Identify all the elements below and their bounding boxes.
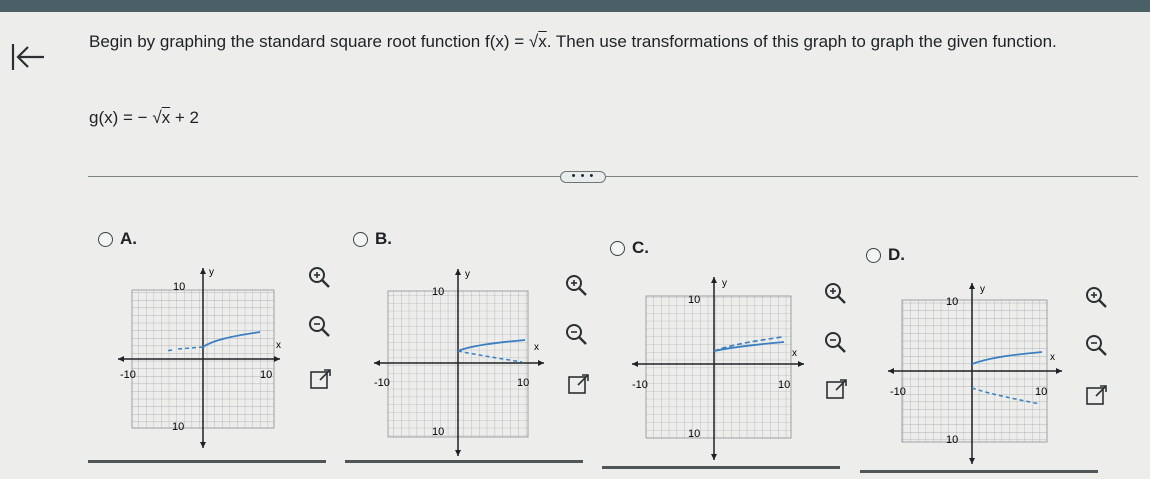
choice-d-label: D. [888, 245, 905, 264]
zoom-in-icon[interactable] [822, 280, 848, 306]
graph-b-xright: 10 [517, 377, 530, 389]
choice-c-underline [602, 466, 840, 469]
graph-a-xleft: -10 [120, 369, 136, 381]
graph-c-ylabel: y [722, 278, 727, 289]
choice-c[interactable] [610, 238, 649, 258]
gx-prefix: g(x) = − [89, 108, 153, 127]
radio-b[interactable] [353, 232, 368, 247]
graph-c-ytop: 10 [688, 294, 701, 306]
graph-d-xright: 10 [1035, 386, 1048, 398]
top-bar [0, 0, 1150, 12]
choice-d[interactable] [866, 245, 905, 265]
section-divider [88, 176, 1138, 177]
choice-c-label: C. [632, 238, 649, 257]
graph-a [108, 262, 283, 454]
more-button[interactable]: • • • [560, 171, 606, 183]
graph-d-ylabel: y [980, 284, 985, 295]
choice-d-underline [860, 470, 1098, 473]
choice-a-label: A. [120, 229, 137, 248]
question-text [89, 31, 1099, 52]
fx-radicand: x [538, 32, 547, 51]
expand-icon[interactable] [824, 376, 850, 402]
graph-a-ybottom: 10 [172, 421, 185, 433]
question-suffix: . Then use transformations of this graph to graph the given function. [546, 32, 1057, 51]
choice-b-label: B. [375, 229, 392, 248]
graph-d-ybottom: 10 [946, 434, 959, 446]
graph-b-ybottom: 10 [432, 426, 445, 438]
graph-a-xright: 10 [260, 369, 273, 381]
expand-icon[interactable] [566, 371, 592, 397]
graph-b-ylabel: y [465, 269, 470, 280]
zoom-out-icon[interactable] [822, 329, 848, 355]
graph-d-xlabel: x [1050, 352, 1055, 363]
graph-b-xleft: -10 [374, 377, 390, 389]
zoom-in-icon[interactable] [306, 264, 332, 290]
graph-a-xlabel: x [276, 340, 281, 351]
graph-c [622, 274, 807, 464]
question-prefix: Begin by graphing the standard square root function [89, 32, 485, 51]
choice-a[interactable] [98, 229, 137, 249]
zoom-out-icon[interactable] [563, 321, 589, 347]
sqrt-symbol: √ [528, 32, 539, 51]
choice-a-underline [88, 460, 326, 463]
expand-icon[interactable] [1084, 382, 1110, 408]
given-function [89, 108, 199, 128]
expand-icon[interactable] [308, 366, 334, 392]
fx-label: f(x) = [485, 32, 529, 51]
radio-c[interactable] [610, 241, 625, 256]
graph-b-ytop: 10 [432, 286, 445, 298]
graph-d-ytop: 10 [946, 296, 959, 308]
back-arrow-icon[interactable] [10, 40, 46, 74]
graph-b [362, 264, 547, 460]
radio-a[interactable] [98, 232, 113, 247]
gx-suffix: + 2 [170, 108, 199, 127]
graph-a-ytop: 10 [173, 281, 186, 293]
graph-c-xlabel: x [792, 348, 797, 359]
choice-b-underline [345, 460, 583, 463]
graph-c-xleft: -10 [632, 379, 648, 391]
graph-c-ybottom: 10 [688, 428, 701, 440]
zoom-out-icon[interactable] [1083, 332, 1109, 358]
radio-d[interactable] [866, 248, 881, 263]
sqrt-symbol: √ [152, 108, 162, 127]
zoom-in-icon[interactable] [563, 272, 589, 298]
graph-c-xright: 10 [778, 379, 791, 391]
graph-a-ylabel: y [209, 267, 214, 278]
graph-d-xleft: -10 [890, 386, 906, 398]
graph-b-xlabel: x [534, 342, 539, 353]
graph-d [880, 280, 1065, 466]
gx-radicand: x [161, 108, 171, 127]
zoom-out-icon[interactable] [306, 313, 332, 339]
zoom-in-icon[interactable] [1083, 284, 1109, 310]
choice-b[interactable] [353, 229, 392, 249]
